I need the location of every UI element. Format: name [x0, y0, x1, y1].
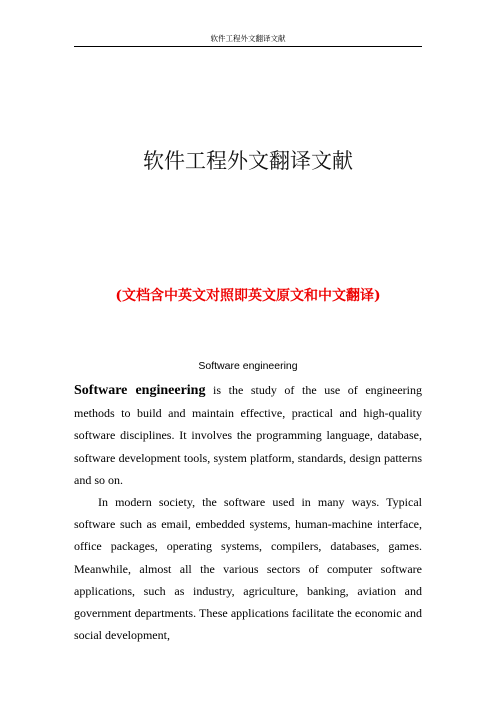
paragraph-2: In modern society, the software used in many ways. Typical software such as email, embedded systems, human-machine interface, office packages, operating systems, compilers, databases, games. Meanwhile, almost all the various sectors of computer software applications, such as industry, agriculture, banking, aviation and government departments. These applications facilitate the economic and social development, [74, 495, 422, 643]
lead-term: Software engineering [74, 383, 206, 398]
section-heading: Software engineering [198, 360, 298, 372]
header-rule [74, 46, 422, 47]
body-text [74, 379, 422, 646]
paragraph-1-text: is the study of the use of engineering methods to build and maintain effective, practical and high-quality software disciplines. It involves the programming language, database, software development tools, system platform, standards, design patterns and so on. [74, 383, 422, 487]
document-title: 软件工程外文翻译文献 [143, 149, 353, 173]
document-subtitle: (文档含中英文对照即英文原文和中文翻译) [115, 288, 381, 304]
paragraph-1 [74, 379, 422, 491]
running-header: 软件工程外文翻译文献 [210, 34, 286, 43]
